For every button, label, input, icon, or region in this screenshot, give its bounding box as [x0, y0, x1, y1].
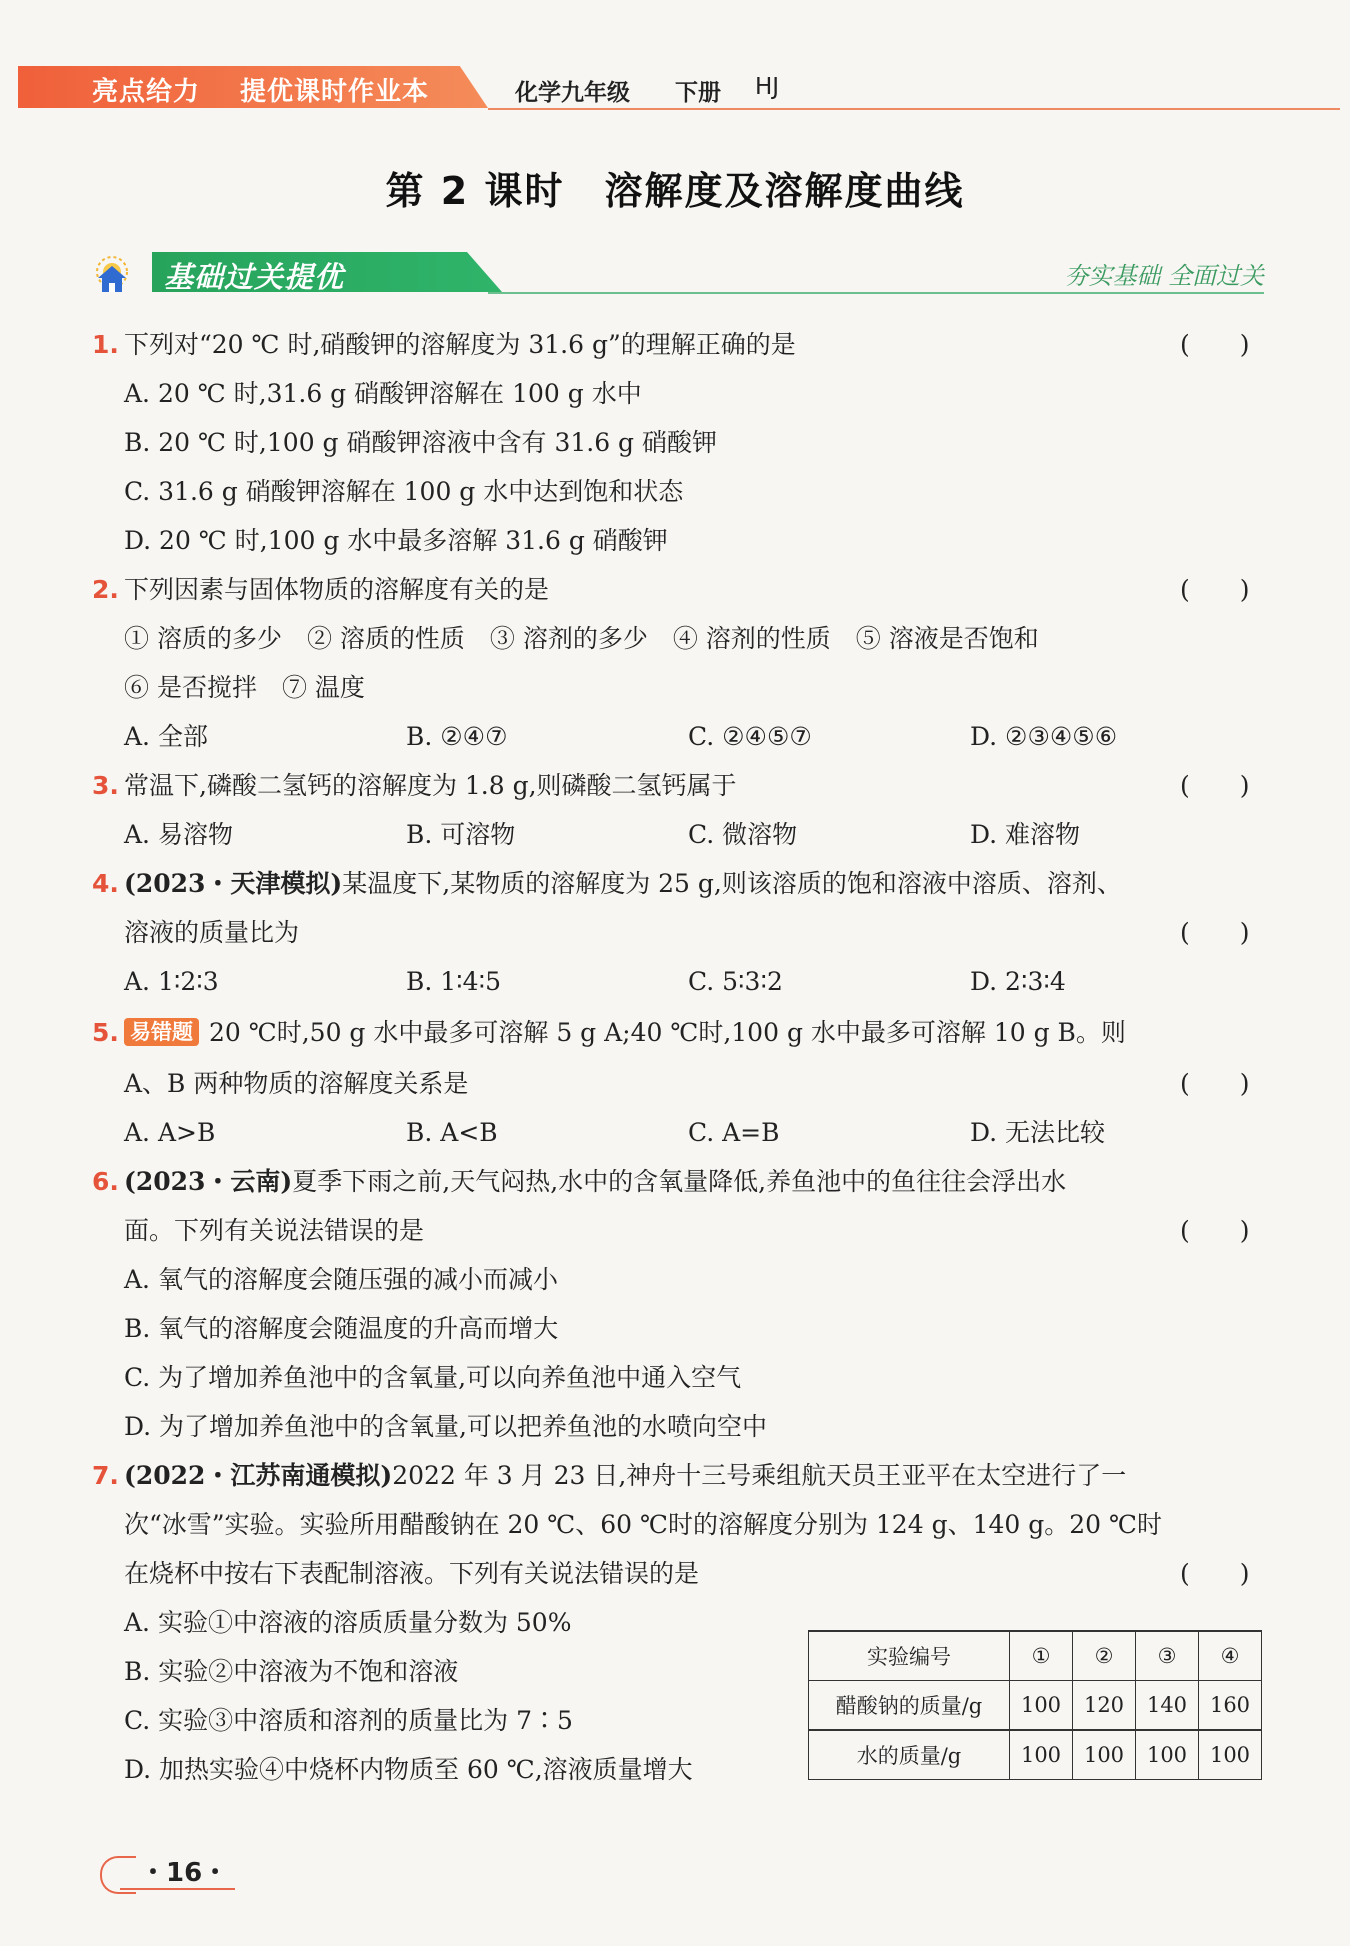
question-stem: 面。下列有关说法错误的是: [124, 1216, 425, 1245]
volume-label: 下册: [675, 80, 721, 106]
question-stem: 夏季下雨之前,天气闷热,水中的含氧量降低,养鱼池中的鱼往往会浮出水: [292, 1167, 1067, 1196]
option-text: A. 易溶物: [124, 820, 233, 849]
answer-blank[interactable]: ( ): [1180, 330, 1250, 359]
question-number: 2.: [92, 575, 119, 604]
book-name: 提优课时作业本: [240, 77, 430, 107]
question-number: 6.: [92, 1167, 119, 1196]
page-footer: [100, 1850, 235, 1890]
factor-list: ① 溶质的多少 ② 溶质的性质 ③ 溶剂的多少 ④ 溶剂的性质 ⑤ 溶液是否饱和: [124, 624, 1039, 653]
option-text: D. 20 ℃ 时,100 g 水中最多溶解 31.6 g 硝酸钾: [124, 526, 668, 555]
table-header-row: [809, 1631, 1262, 1681]
question-stem-line: [124, 867, 1122, 901]
question-stem: 下列对“20 ℃ 时,硝酸钾的溶解度为 31.6 g”的理解正确的是: [124, 330, 796, 359]
answer-blank[interactable]: ( ): [1180, 1559, 1250, 1588]
error-prone-badge: 易错题: [124, 1018, 199, 1046]
answer-blank[interactable]: ( ): [1180, 1216, 1250, 1245]
table-header-cell: ②: [1073, 1631, 1136, 1681]
table-cell: 160: [1199, 1681, 1262, 1731]
factor-list: ⑥ 是否搅拌 ⑦ 温度: [124, 673, 365, 702]
table-header-cell: 实验编号: [809, 1631, 1010, 1681]
option-text: A. 20 ℃ 时,31.6 g 硝酸钾溶解在 100 g 水中: [124, 379, 642, 408]
option-text: D. 难溶物: [970, 820, 1081, 849]
table-cell: 100: [1010, 1681, 1073, 1731]
option-text: B. 可溶物: [406, 820, 516, 849]
house-sun-icon: [92, 254, 132, 294]
option-text: B. ②④⑦: [406, 722, 508, 751]
question-stem: 溶液的质量比为: [124, 918, 300, 947]
option-text: B. 20 ℃ 时,100 g 硝酸钾溶液中含有 31.6 g 硝酸钾: [124, 428, 718, 457]
option-text: D. ②③④⑤⑥: [970, 722, 1118, 751]
question-stem: 2022 年 3 月 23 日,神舟十三号乘组航天员王亚平在太空进行了一: [392, 1461, 1127, 1490]
option-text: A. A>B: [124, 1118, 216, 1147]
table-cell: 100: [1010, 1730, 1073, 1780]
table-cell: 100: [1136, 1730, 1199, 1780]
option-text: B. A<B: [406, 1118, 498, 1147]
table-cell: 100: [1199, 1730, 1262, 1780]
option-text: D. 无法比较: [970, 1118, 1106, 1147]
experiment-table: [808, 1630, 1262, 1780]
question-stem: 下列因素与固体物质的溶解度有关的是: [124, 575, 550, 604]
subject-grade: 化学九年级: [515, 80, 630, 106]
question-number: 1.: [92, 330, 119, 359]
question-stem: 20 ℃时,50 g 水中最多可溶解 5 g A;40 ℃时,100 g 水中最多可溶解 10 g B。则: [209, 1018, 1126, 1047]
question-stem-line: [124, 1016, 1126, 1050]
question-source: (2022・江苏南通模拟): [124, 1461, 393, 1490]
option-text: C. 实验③中溶质和溶剂的质量比为 7∶5: [124, 1706, 573, 1735]
answer-blank[interactable]: ( ): [1180, 771, 1250, 800]
page-number: ・16・: [140, 1858, 229, 1888]
answer-blank[interactable]: ( ): [1180, 575, 1250, 604]
option-text: A. 1∶2∶3: [124, 967, 219, 996]
question-stem: 某温度下,某物质的溶解度为 25 g,则该溶质的饱和溶液中溶质、溶剂、: [342, 869, 1122, 898]
option-text: B. 实验②中溶液为不饱和溶液: [124, 1657, 459, 1686]
table-cell: 醋酸钠的质量/g: [809, 1681, 1010, 1731]
section-label: 基础过关提优: [164, 260, 345, 294]
option-text: B. 氧气的溶解度会随温度的升高而增大: [124, 1314, 559, 1343]
question-stem-line: [124, 1165, 1066, 1199]
section-slogan: 夯实基础 全面过关: [1064, 262, 1264, 290]
table-row: [809, 1681, 1262, 1731]
question-stem: 在烧杯中按右下表配制溶液。下列有关说法错误的是: [124, 1559, 700, 1588]
table-row: [809, 1730, 1262, 1780]
option-text: C. A=B: [688, 1118, 780, 1147]
option-text: D. 加热实验④中烧杯内物质至 60 ℃,溶液质量增大: [124, 1755, 693, 1784]
option-text: D. 2∶3∶4: [970, 967, 1066, 996]
option-text: C. 微溶物: [688, 820, 798, 849]
brand-name: 亮点给力: [92, 77, 201, 107]
option-text: D. 为了增加养鱼池中的含氧量,可以把养鱼池的水喷向空中: [124, 1412, 767, 1441]
section-banner: [92, 248, 1264, 298]
option-text: C. ②④⑤⑦: [688, 722, 812, 751]
question-stem-line: [124, 1459, 1126, 1493]
option-text: A. 实验①中溶液的溶质质量分数为 50%: [124, 1608, 572, 1637]
question-number: 3.: [92, 771, 119, 800]
answer-blank[interactable]: ( ): [1180, 1069, 1250, 1098]
question-source: (2023・云南): [124, 1167, 293, 1196]
table-cell: 水的质量/g: [809, 1730, 1010, 1780]
header-rule: [488, 108, 1340, 110]
question-stem: A、B 两种物质的溶解度关系是: [124, 1069, 469, 1098]
question-stem: 次“冰雪”实验。实验所用醋酸钠在 20 ℃、60 ℃时的溶解度分别为 124 g、140 g。20 ℃时: [124, 1510, 1162, 1539]
table-cell: 140: [1136, 1681, 1199, 1731]
lesson-title: 第 2 课时 溶解度及溶解度曲线: [385, 169, 965, 213]
page-header: [18, 66, 1340, 110]
question-stem: 常温下,磷酸二氢钙的溶解度为 1.8 g,则磷酸二氢钙属于: [124, 771, 737, 800]
option-text: C. 31.6 g 硝酸钾溶解在 100 g 水中达到饱和状态: [124, 477, 684, 506]
question-number: 5.: [92, 1018, 119, 1047]
section-rule: [488, 292, 1264, 294]
option-text: A. 全部: [124, 722, 208, 751]
table-cell: 120: [1073, 1681, 1136, 1731]
option-text: C. 5∶3∶2: [688, 967, 783, 996]
answer-blank[interactable]: ( ): [1180, 918, 1250, 947]
question-number: 4.: [92, 869, 119, 898]
question-number: 7.: [92, 1461, 119, 1490]
option-text: B. 1∶4∶5: [406, 967, 501, 996]
table-cell: 100: [1073, 1730, 1136, 1780]
question-source: (2023・天津模拟): [124, 869, 343, 898]
table-header-cell: ③: [1136, 1631, 1199, 1681]
option-text: A. 氧气的溶解度会随压强的减小而减小: [124, 1265, 558, 1294]
table-header-cell: ①: [1010, 1631, 1073, 1681]
edition-label: HJ: [755, 74, 780, 100]
table-header-cell: ④: [1199, 1631, 1262, 1681]
option-text: C. 为了增加养鱼池中的含氧量,可以向养鱼池中通入空气: [124, 1363, 742, 1392]
